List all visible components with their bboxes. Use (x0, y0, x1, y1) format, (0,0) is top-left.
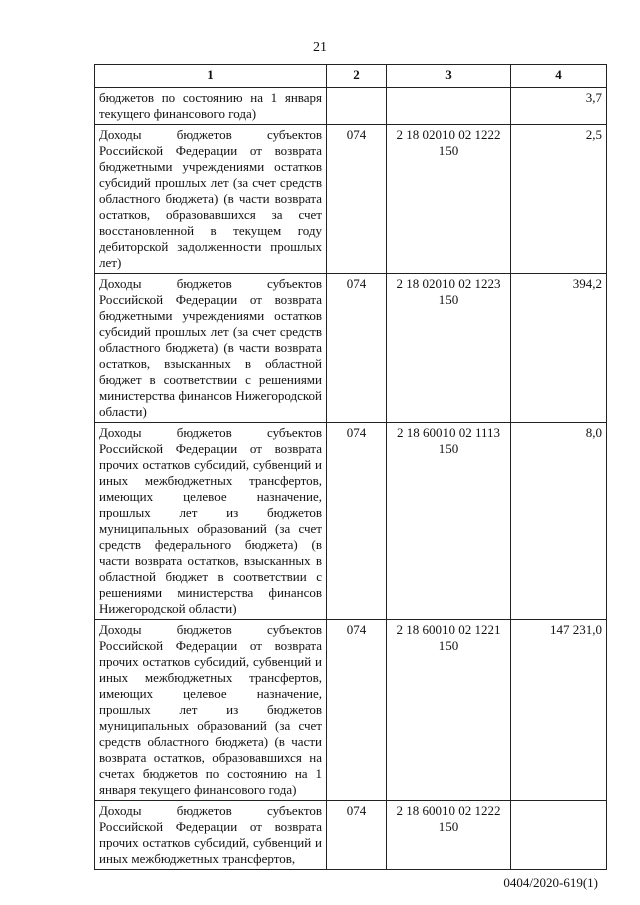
row-description: Доходы бюджетов субъектов Российской Федерации от возврата прочих остатков субсидий, субвенций и иных межбюджетных трансфертов, имеющих целевое назначение, прошлых лет из бюджетов муниципальных образований (за счет средств федерального бюджета) (в части возврата остатков, взысканных в областной бюджет в соответствии с решениями министерства финансов Нижегородской области) (95, 423, 327, 620)
column-header-4: 4 (511, 65, 607, 88)
row-admin-code: 074 (327, 423, 387, 620)
row-description: бюджетов по состоянию на 1 января текущего финансового года) (95, 88, 327, 125)
table-header-row (95, 65, 607, 88)
row-admin-code: 074 (327, 620, 387, 801)
row-amount: 3,7 (511, 88, 607, 125)
document-number: 0404/2020-619(1) (503, 875, 598, 890)
row-description: Доходы бюджетов субъектов Российской Федерации от возврата прочих остатков субсидий, субвенций и иных межбюджетных трансфертов, (95, 801, 327, 870)
page-number: 21 (313, 40, 327, 55)
row-amount: 2,5 (511, 125, 607, 274)
column-header-2: 2 (327, 65, 387, 88)
row-admin-code: 074 (327, 274, 387, 423)
row-budget-code: 2 18 60010 02 1221 150 (387, 620, 511, 801)
table-row (95, 125, 607, 274)
table-row (95, 274, 607, 423)
table-row (95, 801, 607, 870)
row-admin-code: 074 (327, 125, 387, 274)
table-row (95, 620, 607, 801)
row-amount: 394,2 (511, 274, 607, 423)
column-header-1: 1 (95, 65, 327, 88)
row-budget-code: 2 18 02010 02 1222 150 (387, 125, 511, 274)
row-admin-code: 074 (327, 801, 387, 870)
row-amount: 147 231,0 (511, 620, 607, 801)
row-amount: 8,0 (511, 423, 607, 620)
column-header-3: 3 (387, 65, 511, 88)
row-admin-code (327, 88, 387, 125)
table-row (95, 88, 607, 125)
row-description: Доходы бюджетов субъектов Российской Федерации от возврата бюджетными учреждениями остатков субсидий прошлых лет (за счет средств областного бюджета) (в части возврата остатков, образовавшихся за счет восстановленной в текущем году дебиторской задолженности прошлых лет) (95, 125, 327, 274)
budget-revenue-table (94, 64, 607, 870)
row-budget-code: 2 18 60010 02 1222 150 (387, 801, 511, 870)
row-budget-code (387, 88, 511, 125)
row-amount (511, 801, 607, 870)
row-budget-code: 2 18 60010 02 1113 150 (387, 423, 511, 620)
row-description: Доходы бюджетов субъектов Российской Федерации от возврата прочих остатков субсидий, субвенций и иных межбюджетных трансфертов, имеющих целевое назначение, прошлых лет из бюджетов муниципальных образований (за счет средств областного бюджета) (в части возврата остатков, образовавшихся на счетах бюджетов по состоянию на 1 января текущего финансового года) (95, 620, 327, 801)
row-description: Доходы бюджетов субъектов Российской Федерации от возврата бюджетными учреждениями остатков субсидий прошлых лет (за счет средств областного бюджета) (в части возврата остатков, взысканных в областной бюджет в соответствии с решениями министерства финансов Нижегородской области) (95, 274, 327, 423)
row-budget-code: 2 18 02010 02 1223 150 (387, 274, 511, 423)
table-row (95, 423, 607, 620)
